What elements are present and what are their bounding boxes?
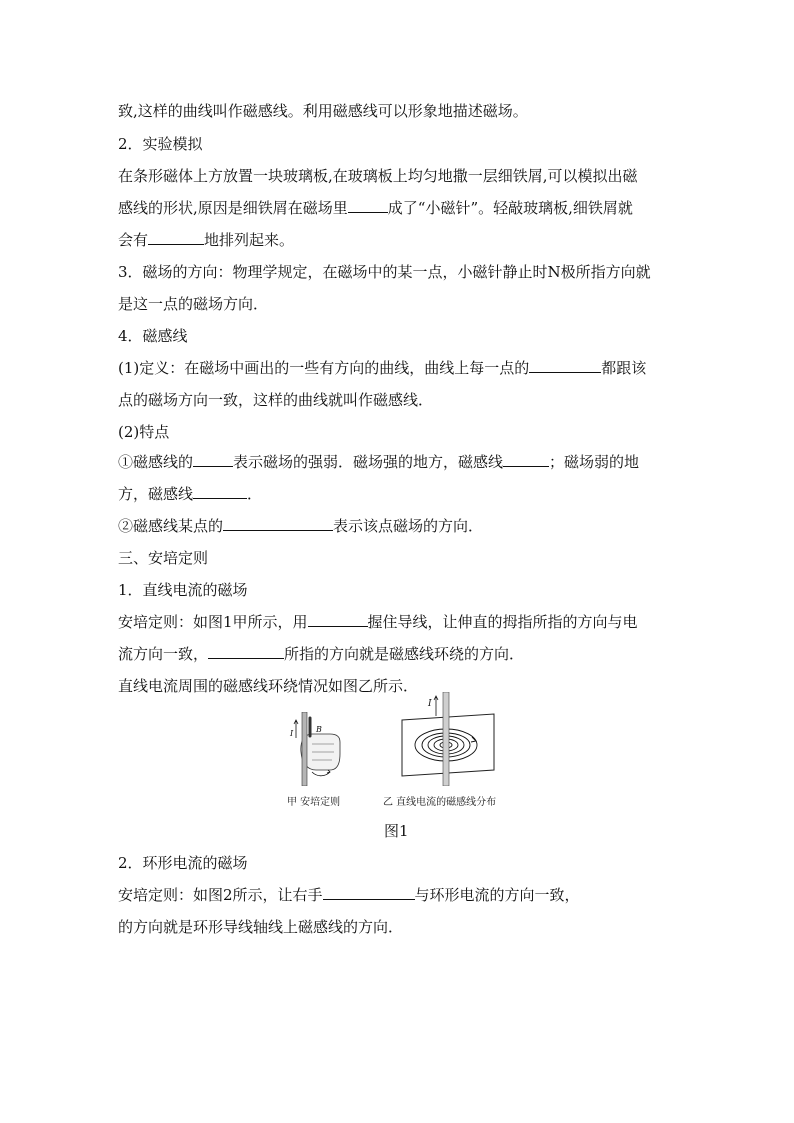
text-line-19: 直线电流周围的磁感线环绕情况如图乙所示． bbox=[118, 677, 419, 695]
text-line-7: 是这一点的磁场方向． bbox=[118, 295, 269, 313]
straight-current-field-diagram bbox=[398, 692, 498, 786]
text-line-12: ①磁感线的 表示磁场的强弱．磁场强的地方，磁感线 ；磁场弱的地 bbox=[118, 453, 640, 471]
heading-loop-current: 2．环形电流的磁场 bbox=[118, 854, 248, 872]
field-label-b: B bbox=[316, 725, 322, 734]
heading-field-lines: 4．磁感线 bbox=[118, 327, 188, 345]
fill-blank-9[interactable] bbox=[208, 644, 284, 659]
fill-blank-7[interactable] bbox=[223, 516, 333, 531]
text-line-18: 流方向一致， 所指的方向就是磁感线环绕的方向． bbox=[118, 645, 525, 663]
section-heading-ampere: 三、安培定则 bbox=[118, 549, 209, 567]
text-line-5: 会有 地排列起来。 bbox=[118, 231, 295, 249]
heading-features: (2)特点 bbox=[118, 423, 170, 441]
fill-blank-5[interactable] bbox=[503, 452, 549, 467]
fill-blank-3[interactable] bbox=[529, 358, 601, 373]
heading-experiment: 2．实验模拟 bbox=[118, 135, 203, 153]
caption-ampere-rule: 甲 安培定则 bbox=[287, 797, 341, 808]
text-line-22: 的方向就是环形导线轴线上磁感线的方向． bbox=[118, 918, 404, 936]
text-line-6: 3．磁场的方向：物理学规定，在磁场中的某一点，小磁针静止时N极所指方向就 bbox=[118, 263, 651, 281]
text-line-13: 方，磁感线 ． bbox=[118, 485, 263, 503]
text-line-4: 感线的形状,原因是细铁屑在磁场里 成了“小磁针”。轻敲玻璃板,细铁屑就 bbox=[118, 199, 633, 217]
text-line-17: 安培定则：如图1甲所示，用 握住导线，让伸直的拇指所指的方向与电 bbox=[118, 613, 638, 631]
heading-straight-current: 1．直线电流的磁场 bbox=[118, 581, 248, 599]
text-line-3: 在条形磁体上方放置一块玻璃板,在玻璃板上均匀地撒一层细铁屑,可以模拟出磁 bbox=[118, 167, 638, 185]
current-label-left: I bbox=[290, 729, 294, 738]
fill-blank-8[interactable] bbox=[308, 612, 368, 627]
fill-blank-6[interactable] bbox=[193, 484, 247, 499]
hand-rule-illustration bbox=[286, 712, 356, 786]
text-line-1: 致,这样的曲线叫作磁感线。利用磁感线可以形象地描述磁场。 bbox=[118, 102, 528, 120]
caption-straight-current: 乙 直线电流的磁感线分布 bbox=[383, 797, 497, 808]
fill-blank-4[interactable] bbox=[193, 452, 233, 467]
text-line-10: 点的磁场方向一致，这样的曲线就叫作磁感线． bbox=[118, 391, 434, 409]
current-label-right: I bbox=[428, 699, 432, 709]
text-line-9: (1)定义：在磁场中画出的一些有方向的曲线，曲线上每一点的 都跟该 bbox=[118, 359, 647, 377]
fill-blank-10[interactable] bbox=[323, 885, 415, 900]
text-line-21: 安培定则：如图2所示，让右手 与环形电流的方向一致， bbox=[118, 886, 580, 904]
text-line-14: ②磁感线某点的 表示该点磁场的方向． bbox=[118, 517, 484, 535]
fill-blank-2[interactable] bbox=[148, 230, 204, 245]
figure-title: 图1 bbox=[384, 822, 409, 840]
fill-blank-1[interactable] bbox=[348, 198, 388, 213]
